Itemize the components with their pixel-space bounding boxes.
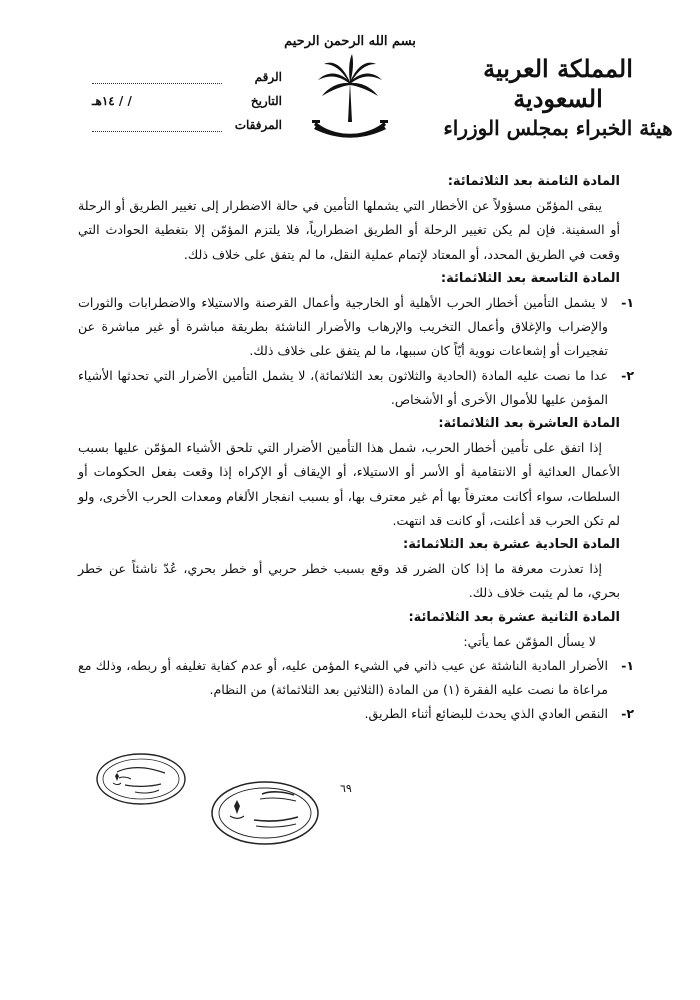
attachments-row	[92, 110, 282, 132]
item-text: النقص العادي الذي يحدث للبضائع أثناء الطريق.	[364, 706, 608, 722]
ref-label: الرقم	[254, 70, 282, 84]
org-name: المملكة العربية السعودية	[483, 54, 633, 113]
article-308-title: المادة الثامنة بعد الثلاثمائة:	[447, 174, 620, 189]
reference-block	[92, 62, 282, 134]
document-body	[78, 170, 634, 727]
ref-field	[92, 69, 222, 84]
article-312-title: المادة الثانية عشرة بعد الثلاثمائة:	[408, 609, 620, 625]
organization-header	[438, 54, 678, 142]
item-number: ٢-	[621, 367, 634, 383]
article-311-title: المادة الحادية عشرة بعد الثلاثمائة:	[403, 537, 620, 553]
article-309-item-1	[78, 291, 634, 364]
item-text: الأضرار المادية الناشئة عن عيب ذاتي في الشيء المؤمن عليه، أو عدم كفاية تغليفه أو ربطه، وذلك مع مراعاة ما نصت عليه الفقرة (١) من المادة (الثلاثين بعد الثلاثمائة) من النظام.	[78, 658, 608, 698]
org-department: هيئة الخبراء بمجلس الوزراء	[443, 116, 673, 140]
article-310-text: إذا اتفق على تأمين أخطار الحرب، شمل هذا التأمين الأضرار التي تلحق الأشياء المؤمّن عليها بسبب الأعمال العدائية أو الانتقامية أو الأسر أو الاستيلاء، أو الإيقاف أو الإكراه إذا وقعت بفعل الحكومات أو السلطات، سواء أكانت معترفاً بها أم غير معترف بها، أو بسبب انفجار الألغام ومعدات الحرب الأخرى، ولو لم تكن الحرب قد أعلنت، أو كانت قد انتهت.	[78, 440, 620, 528]
article-309-item-2	[78, 364, 634, 412]
item-text: عدا ما نصت عليه المادة (الحادية والثلاثون بعد الثلاثمائة)، لا يشمل التأمين الأضرار التي تحدثها الأشياء المؤمن عليها للأموال الأخرى أو الأشخاص.	[78, 367, 608, 407]
official-stamp-1	[95, 752, 187, 806]
article-310-title: المادة العاشرة بعد الثلاثمائة:	[438, 416, 620, 432]
date-field: / / ١٤هـ	[92, 94, 132, 108]
basmala: بسم الله الرحمن الرحيم	[284, 34, 416, 49]
saudi-emblem-icon	[308, 52, 392, 146]
attachments-field	[92, 117, 222, 132]
article-312-intro: لا يسأل المؤمّن عما يأتي:	[463, 633, 596, 649]
attachments-label: المرفقات	[234, 118, 282, 132]
article-312-item-1	[78, 654, 634, 702]
article-309-title: المادة التاسعة بعد الثلاثمائة:	[440, 270, 620, 286]
item-number: ١-	[621, 295, 634, 311]
date-row	[92, 86, 282, 108]
page-number: ٦٩	[340, 782, 352, 795]
item-text: لا يشمل التأمين أخطار الحرب الأهلية أو الخارجية وأعمال القرصنة والاستيلاء والاضطرابات والثورات والإضراب والإغلاق وأعمال التخريب والإرهاب والأضرار الناشئة بطريقة مباشرة أو غير مباشرة عن تفجيرات أو إشعاعات نووية أيّاً كان سببها، ما لم يتفق على خلاف ذلك.	[78, 295, 608, 359]
item-number: ٢-	[621, 706, 634, 722]
official-stamp-2	[210, 780, 320, 846]
date-label: التاريخ	[250, 94, 282, 108]
article-308-text: يبقى المؤمّن مسؤولاً عن الأخطار التي يشملها التأمين في حالة الاضطرار إلى تغيير الطريق أو الرحلة أو السفينة. فإن لم يكن تغيير الرحلة أو الطريق اضطرارياً، فلا يلتزم المؤمّن إلا بتغطية الحوادث التي وقعت في الطريق المحدد، أو المعتاد لإتمام عملية النقل، ما لم يتفق على خلاف ذلك.	[78, 198, 620, 262]
item-number: ١-	[621, 658, 634, 674]
article-311-text: إذا تعذرت معرفة ما إذا كان الضرر قد وقع بسبب خطر حربي أو خطر بحري، عُدّ ناشئاً عن خطر بحري، ما لم يثبت خلاف ذلك.	[78, 561, 620, 601]
ref-row	[92, 62, 282, 84]
article-312-item-2	[78, 702, 634, 726]
